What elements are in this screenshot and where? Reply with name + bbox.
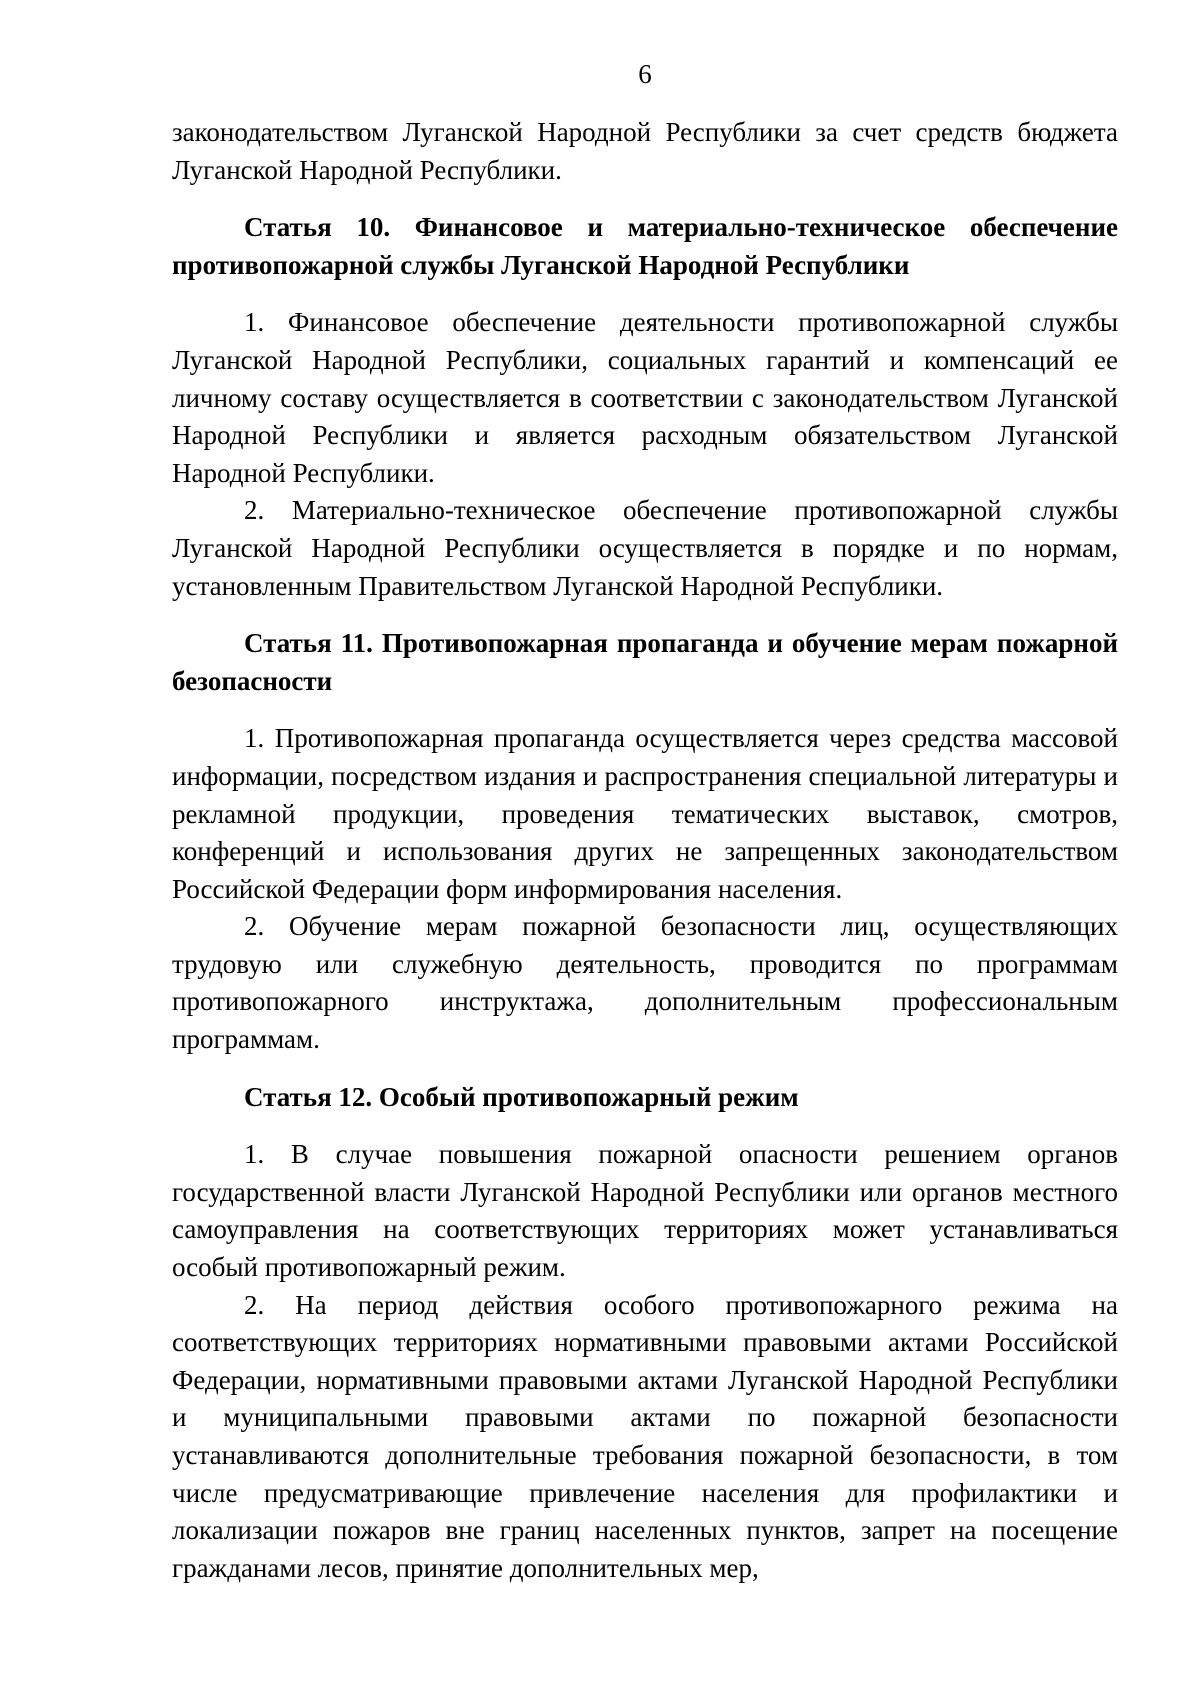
article-11-paragraph-2: 2. Обучение мерам пожарной безопасности лиц, осуществляющих трудовую или служебную деятельность, проводится по программам противопожарного инструктажа, дополнительным профессиональным программам.	[172, 911, 1118, 1055]
page-number: 6	[638, 59, 652, 89]
article-12-paragraph-2: 2. На период действия особого противопожарного режима на соответствующих территориях нормативными правовыми актами Российской Федерации, нормативными правовыми актами Луганской Народной Республики и муниципальными правовыми актами по пожарной безопасности устанавливаются дополнительные требования пожарной безопасности, в том числе предусматривающие привлечение населения для профилактики и локализации пожаров вне границ населенных пунктов, запрет на посещение гражданами лесов, принятие дополнительных мер,	[172, 1289, 1118, 1583]
article-12-paragraph-1: 1. В случае повышения пожарной опасности решением органов государственной власти Луганской Народной Республики или органов местного самоуправления на соответствующих территориях может устанавливаться особый противопожарный режим.	[172, 1139, 1118, 1283]
article-12-heading: Статья 12. Особый противопожарный режим	[244, 1081, 799, 1112]
document-body	[172, 114, 1118, 1587]
article-10-heading: Статья 10. Финансовое и материально-техническое обеспечение противопожарной службы Луганской Народной Республики	[172, 212, 1118, 280]
article-11-paragraph-1: 1. Противопожарная пропаганда осуществляется через средства массовой информации, посредством издания и распространения специальной литературы и рекламной продукции, проведения тематических выставок, смотров, конференций и использования других не запрещенных законодательством Российской Федерации форм информирования населения.	[172, 723, 1118, 904]
article-10-paragraph-2: 2. Материально-техническое обеспечение противопожарной службы Луганской Народной Республики осуществляется в порядке и по нормам, установленным Правительством Луганской Народной Республики.	[172, 495, 1118, 601]
article-10-paragraph-1: 1. Финансовое обеспечение деятельности противопожарной службы Луганской Народной Республики, социальных гарантий и компенсаций ее личному составу осуществляется в соответствии с законодательством Луганской Народной Республики и является расходным обязательством Луганской Народной Республики.	[172, 307, 1118, 488]
intro-paragraph: законодательством Луганской Народной Республики за счет средств бюджета Луганской Народной Республики.	[172, 117, 1118, 185]
article-11-heading: Статья 11. Противопожарная пропаганда и обучение мерам пожарной безопасности	[172, 628, 1118, 696]
